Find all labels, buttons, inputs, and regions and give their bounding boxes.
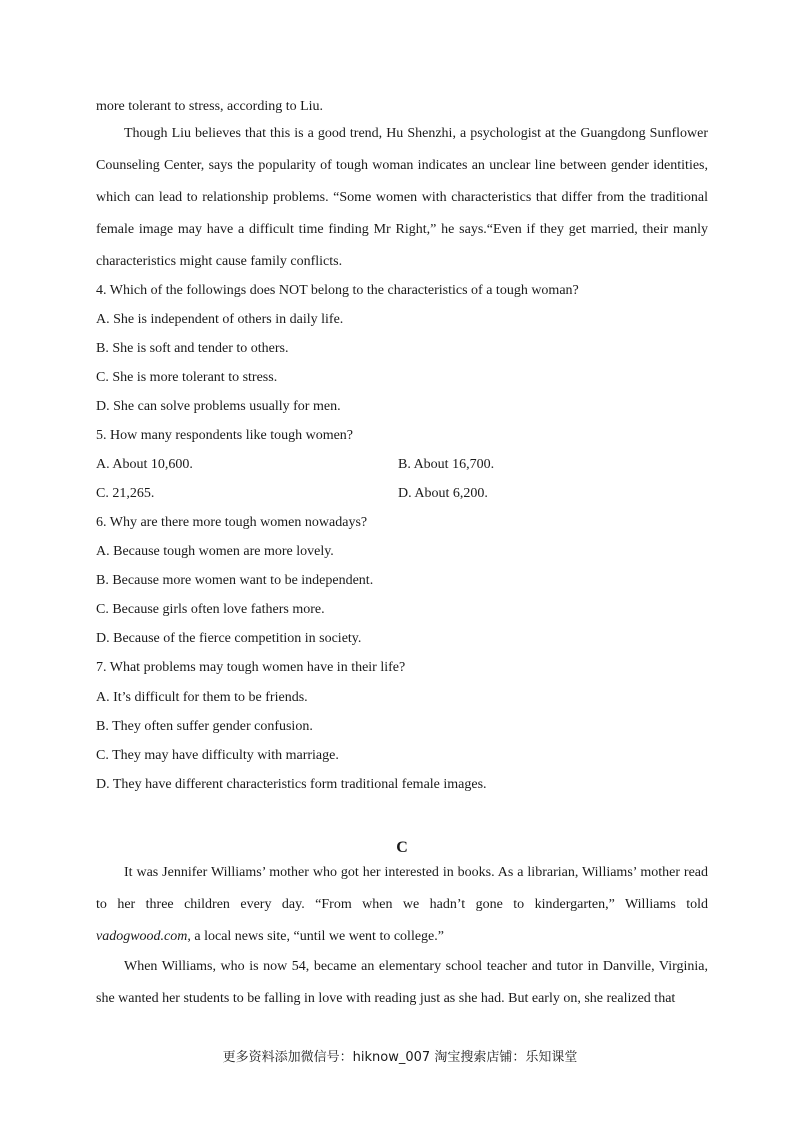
question-6-option-b: B. Because more women want to be independent. [96, 573, 374, 588]
passage-c-paragraph-1 [96, 857, 708, 953]
question-5-option-c: C. 21,265. [96, 486, 155, 501]
question-7-stem: 7. What problems may tough women have in their life? [96, 660, 406, 675]
section-c-heading: C [396, 839, 408, 856]
question-7-option-c: C. They may have difficulty with marriage. [96, 748, 339, 763]
question-4-option-d: D. She can solve problems usually for men. [96, 399, 341, 414]
passage-b-last-paragraph: Though Liu believes that this is a good trend, Hu Shenzhi, a psychologist at the Guangdong Sunflower Counseling Center, says the popularity of tough woman indicates an unclear line between gender identities, which can lead to relationship problems. “Some women with characteristics that differ from the traditional female image may have a difficult time finding Mr Right,” he says.“Even if they get married, their manly characteristics might cause family conflicts. [96, 126, 708, 269]
question-6-option-a: A. Because tough women are more lovely. [96, 544, 334, 559]
question-6-stem: 6. Why are there more tough women nowadays? [96, 515, 368, 530]
question-5-option-d: D. About 6,200. [398, 486, 488, 501]
question-4-option-a: A. She is independent of others in daily life. [96, 312, 344, 327]
passage-c-paragraph-2: When Williams, who is now 54, became an elementary school teacher and tutor in Danville, Virginia, she wanted her students to be falling in love with reading just as she had. But early on, she realized that [96, 959, 708, 1006]
passage-b-paragraph-end: more tolerant to stress, according to Liu. [96, 99, 324, 114]
question-5-stem: 5. How many respondents like tough women? [96, 428, 354, 443]
question-7-option-a: A. It’s difficult for them to be friends. [96, 690, 308, 705]
page-footer-note: 更多资料添加微信号：hiknow_007 淘宝搜索店铺：乐知课堂 [222, 1050, 578, 1065]
question-4-stem: 4. Which of the followings does NOT belong to the characteristics of a tough woman? [96, 283, 579, 298]
passage-c-p1-text-after: , a local news site, “until we went to college.” [187, 929, 444, 944]
question-4-option-b: B. She is soft and tender to others. [96, 341, 289, 356]
question-5-option-b: B. About 16,700. [398, 457, 495, 472]
question-5-option-a: A. About 10,600. [96, 457, 193, 472]
question-6-option-c: C. Because girls often love fathers more. [96, 602, 325, 617]
question-4-option-c: C. She is more tolerant to stress. [96, 370, 278, 385]
question-7-option-b: B. They often suffer gender confusion. [96, 719, 313, 734]
question-7-option-d: D. They have different characteristics form traditional female images. [96, 777, 487, 792]
passage-c-website-name: vadogwood.com [96, 929, 188, 944]
question-6-option-d: D. Because of the fierce competition in society. [96, 631, 362, 646]
passage-c-p1-text-before: It was Jennifer Williams’ mother who got her interested in books. As a librarian, Williams’ mother read to her three children every day. “From when we hadn’t gone to kindergarten,” Williams told [96, 865, 708, 912]
